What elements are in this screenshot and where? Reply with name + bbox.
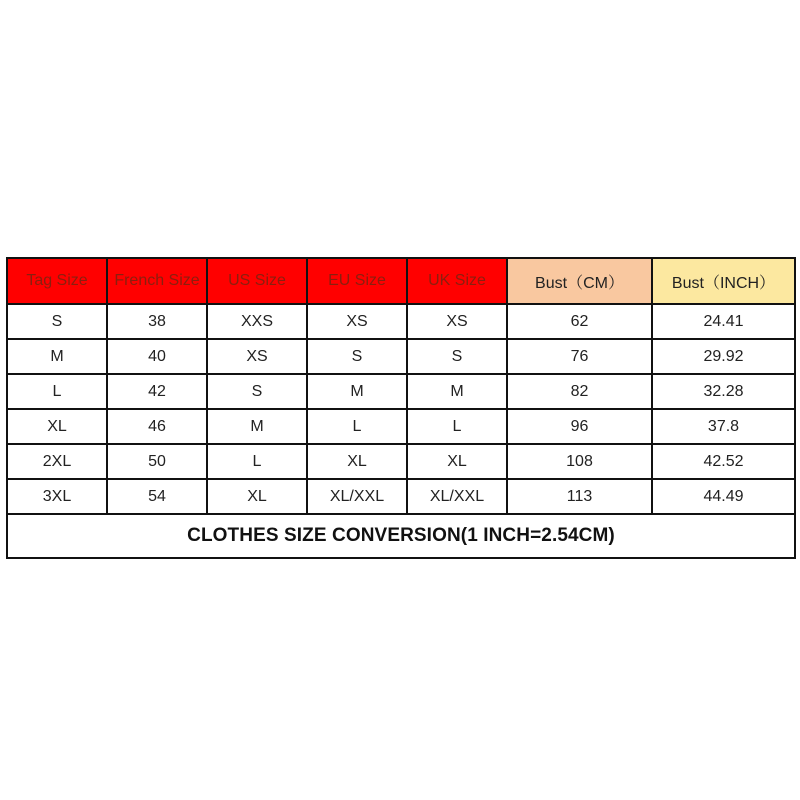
cell-eu-size: XS xyxy=(307,304,407,339)
table-row xyxy=(7,409,795,444)
cell-bust-cm: 108 xyxy=(507,444,652,479)
cell-uk-size: M xyxy=(407,374,507,409)
size-conversion-table xyxy=(6,257,796,559)
table-caption: CLOTHES SIZE CONVERSION(1 INCH=2.54CM) xyxy=(7,514,795,558)
cell-us-size: M xyxy=(207,409,307,444)
cell-eu-size: M xyxy=(307,374,407,409)
cell-tag-size: S xyxy=(7,304,107,339)
footer-row xyxy=(7,514,795,558)
cell-french-size: 38 xyxy=(107,304,207,339)
cell-bust-cm: 96 xyxy=(507,409,652,444)
cell-bust-cm: 82 xyxy=(507,374,652,409)
header-eu-size: EU Size xyxy=(307,258,407,304)
cell-us-size: XXS xyxy=(207,304,307,339)
cell-french-size: 46 xyxy=(107,409,207,444)
cell-bust-cm: 76 xyxy=(507,339,652,374)
cell-tag-size: L xyxy=(7,374,107,409)
cell-bust-inch: 42.52 xyxy=(652,444,795,479)
header-french-size: French Size xyxy=(107,258,207,304)
cell-us-size: S xyxy=(207,374,307,409)
table-row xyxy=(7,374,795,409)
cell-french-size: 50 xyxy=(107,444,207,479)
cell-french-size: 40 xyxy=(107,339,207,374)
cell-us-size: L xyxy=(207,444,307,479)
cell-tag-size: M xyxy=(7,339,107,374)
cell-uk-size: XL xyxy=(407,444,507,479)
table-row xyxy=(7,479,795,514)
table-row xyxy=(7,444,795,479)
cell-tag-size: XL xyxy=(7,409,107,444)
cell-uk-size: L xyxy=(407,409,507,444)
cell-eu-size: XL xyxy=(307,444,407,479)
cell-tag-size: 2XL xyxy=(7,444,107,479)
header-us-size: US Size xyxy=(207,258,307,304)
cell-eu-size: L xyxy=(307,409,407,444)
cell-french-size: 54 xyxy=(107,479,207,514)
cell-uk-size: XS xyxy=(407,304,507,339)
cell-tag-size: 3XL xyxy=(7,479,107,514)
cell-us-size: XL xyxy=(207,479,307,514)
header-bust-cm: Bust（CM） xyxy=(507,258,652,304)
header-tag-size: Tag Size xyxy=(7,258,107,304)
header-uk-size: UK Size xyxy=(407,258,507,304)
header-bust-inch: Bust（INCH） xyxy=(652,258,795,304)
table-row xyxy=(7,339,795,374)
cell-bust-cm: 113 xyxy=(507,479,652,514)
cell-french-size: 42 xyxy=(107,374,207,409)
cell-bust-inch: 37.8 xyxy=(652,409,795,444)
cell-uk-size: S xyxy=(407,339,507,374)
table-row xyxy=(7,304,795,339)
cell-eu-size: S xyxy=(307,339,407,374)
cell-bust-cm: 62 xyxy=(507,304,652,339)
cell-eu-size: XL/XXL xyxy=(307,479,407,514)
cell-us-size: XS xyxy=(207,339,307,374)
cell-bust-inch: 44.49 xyxy=(652,479,795,514)
cell-bust-inch: 29.92 xyxy=(652,339,795,374)
cell-bust-inch: 24.41 xyxy=(652,304,795,339)
cell-bust-inch: 32.28 xyxy=(652,374,795,409)
header-row xyxy=(7,258,795,304)
cell-uk-size: XL/XXL xyxy=(407,479,507,514)
